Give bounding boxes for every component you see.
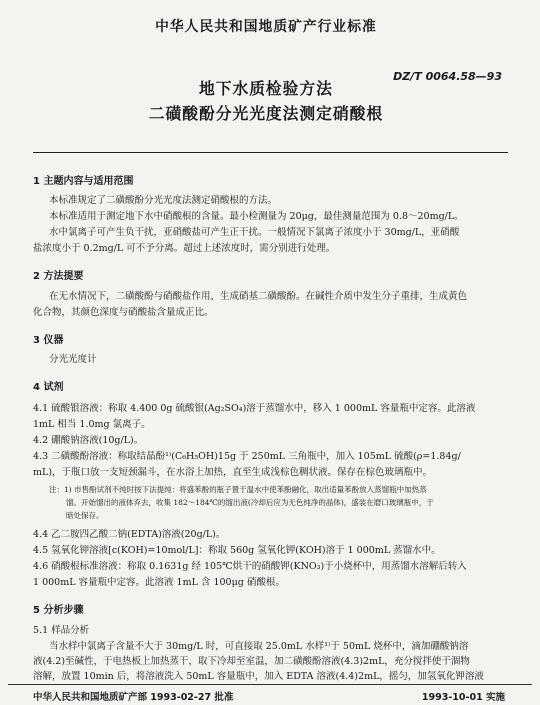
reagent-4-5: 4.5 氢氧化钾溶液[c(KOH)=10mol/L]：称取 560g 氢氧化钾(KOH)溶于 1 000mL 蒸馏水中。 (33, 545, 441, 556)
document-title-line-2: 二磺酸酚分光光度法测定硝酸根 (148, 104, 384, 123)
section-heading-3: 3 仪器 (33, 335, 64, 346)
section-5-line-2: 液(4.2)至碱性，于电热板上加热蒸干，取下冷却至室温，加二磺酸酚溶液(4.3)2mL，充分搅拌使干涸物 (33, 656, 470, 667)
reagent-4-4: 4.4 乙二胺四乙酸二钠(EDTA)溶液(20g/L)。 (33, 529, 226, 540)
footnote-line-1: 注：1) 市售酚试剂不纯时按下法提纯：将盛苯酚的瓶子置于温水中使苯酚融化，取出适量苯酚放入蒸馏瓶中加热蒸 (49, 485, 427, 494)
section-heading-1: 1 主题内容与适用范围 (33, 176, 134, 187)
effective-date: 1993-10-01 实施 (421, 692, 505, 703)
reagent-4-3-line-2: mL)，于瓶口放一支短颈漏斗，在水浴上加热，直至生成浅棕色稠状液。保存在棕色玻璃瓶中。 (33, 467, 433, 478)
footnote-line-2: 馏。开始馏出的液体弃去，收集 182～184℃的馏出液(冷却后应为无色纯净的晶体)，盛装在磨口玻璃瓶中，于 (66, 498, 434, 507)
section-5-line-3: 溶解，放置 10min 后，将溶液洗入 50mL 容量瓶中，加入 EDTA 溶液(4.4)2mL，摇匀，加氢氧化钾溶液 (33, 671, 484, 682)
section-2-line-1: 在无水情况下，二磺酸酚与硝酸盐作用，生成硝基二磺酸酚。在碱性介质中发生分子重排，生成黄色 (49, 291, 468, 302)
section-heading-2: 2 方法提要 (33, 271, 84, 282)
approval-info: 中华人民共和国地质矿产部 1993-02-27 批准 (33, 692, 234, 703)
section-1-line-1: 本标准规定了二磺酸酚分光光度法测定硝酸根的方法。 (49, 195, 278, 206)
footnote-line-3: 暗处保存。 (66, 511, 104, 520)
standard-code: DZ/T 0064.58—93 (393, 70, 502, 83)
reagent-4-3-line-1: 4.3 二磺酸酚溶液：称取结晶酚¹⁾(C₆H₅OH)15g 于 250mL 三角瓶中，加入 105mL 硫酸(ρ=1.84g/ (33, 451, 461, 462)
reagent-4-1-line-1: 4.1 硫酸银溶液：称取 4.400 0g 硫酸银(Ag₂SO₄)溶于蒸馏水中，移入 1 000mL 容量瓶中定容。此溶液 (33, 403, 476, 414)
reagent-4-6-line-1: 4.6 硝酸根标准溶液：称取 0.1631g 经 105℃烘干的硝酸钾(KNO₃)于小烧杯中，用蒸馏水溶解后转入 (33, 561, 467, 572)
section-heading-5: 5 分析步骤 (33, 605, 84, 616)
section-3-line-1: 分光光度计 (49, 354, 97, 365)
section-1-line-2: 本标准适用于测定地下水中硝酸根的含量。最小检测量为 20μg，最佳测量范围为 0.8～20mg/L。 (49, 211, 464, 222)
section-1-line-4: 盐浓度小于 0.2mg/L 可不予分离。超过上述浓度时，需分别进行处理。 (33, 243, 336, 254)
subsection-5-1-heading: 5.1 样品分析 (33, 625, 90, 636)
section-5-line-1: 当水样中氯离子含量不大于 30mg/L 时，可直接取 25.0mL 水样¹⁾于 50mL 烧杯中，滴加硼酸钠溶 (49, 641, 469, 652)
section-2-line-2: 化合物，其颜色深度与硝酸盐含量成正比。 (33, 307, 214, 318)
footer-divider (8, 684, 532, 685)
header-divider (33, 152, 508, 153)
reagent-4-2: 4.2 硼酸钠溶液(10g/L)。 (33, 435, 144, 446)
reagent-4-1-line-2: 1mL 相当 1.0mg 氯离子。 (33, 419, 151, 430)
document-title-line-1: 地下水质检验方法 (198, 79, 333, 98)
section-1-line-3: 水中氯离子可产生负干扰，亚硝酸盐可产生正干扰。一般情况下氯离子浓度小于 30mg/L，亚硝酸 (49, 227, 460, 238)
document-header: 中华人民共和国地质矿产行业标准 (155, 19, 377, 35)
reagent-4-6-line-2: 1 000mL 容量瓶中定容。此溶液 1mL 含 100μg 硝酸根。 (33, 577, 285, 588)
section-heading-4: 4 试剂 (33, 382, 64, 393)
